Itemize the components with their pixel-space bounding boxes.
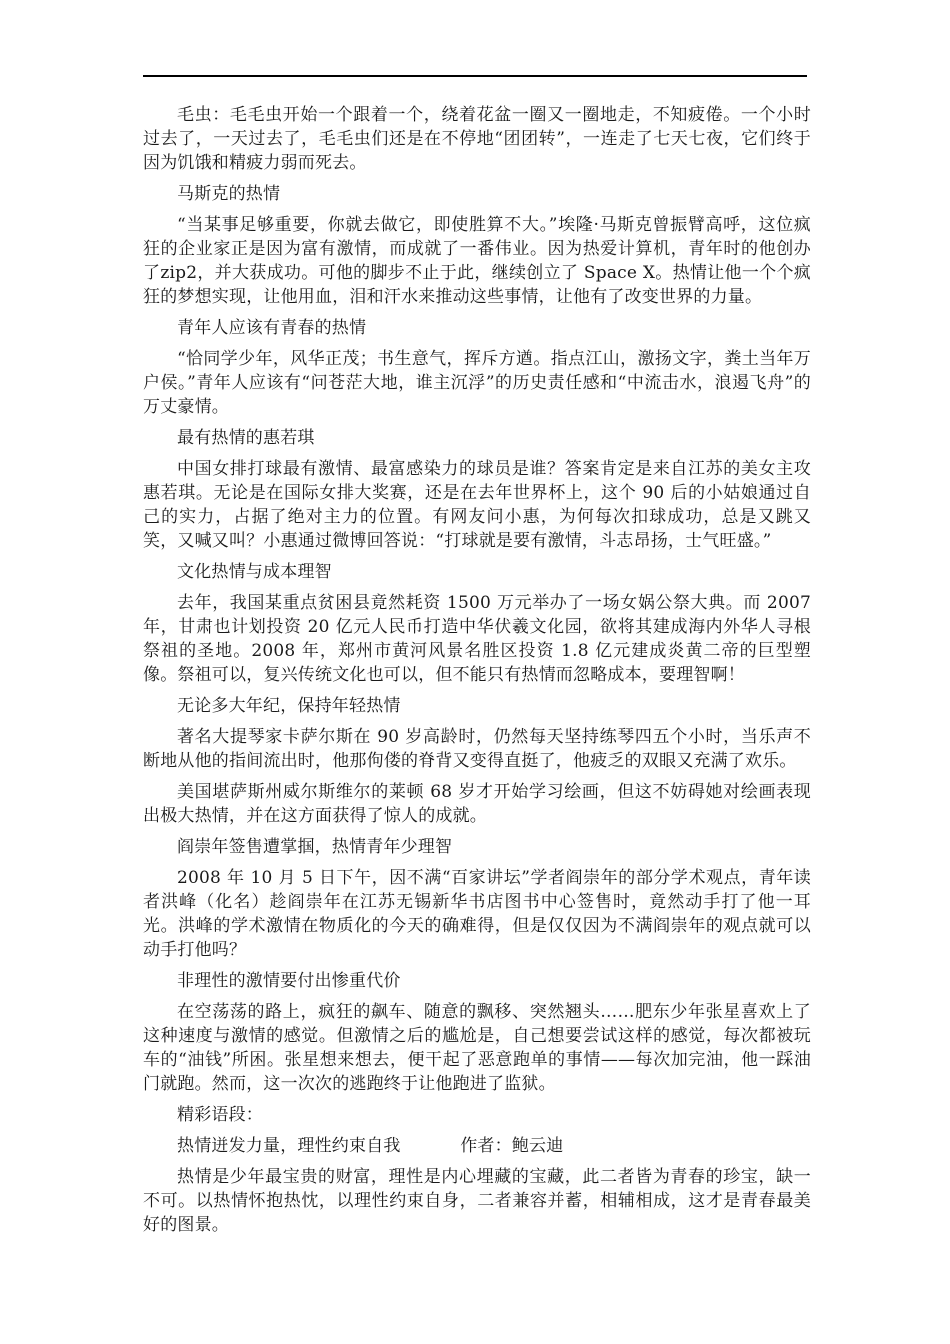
paragraph-hui-ruoqi: 中国女排打球最有激情、最富感染力的球员是谁？答案肯定是来自江苏的美女主攻惠若琪。无论是在国际女排大奖赛，还是在去年世界杯上，这个 90 后的小姑娘通过自己的实力，占据了绝对主力的位置。有网友问小惠，为何每次扣球成功，总是又跳又笑，又喊又叫？小惠通过微博回答说：“打球就是要有激情，斗志昂扬，士气旺盛。” [143,459,811,551]
paragraph-youth-passion: “恰同学少年，风华正茂；书生意气，挥斥方遒。指点江山，激扬文字，粪土当年万户侯。”青年人应该有“问苍茫大地，谁主沉浮”的历史责任感和“中流击水，浪遏飞舟”的万丈豪情。 [143,349,811,417]
heading-yan-chongnian: 阎崇年签售遭掌掴，热情青年少理智 [177,837,453,857]
paragraph-zhang-xing: 在空荡荡的路上，疯狂的飙车、随意的飘移、突然翘头……肥东少年张星喜欢上了这种速度与激情的感觉。但激情之后的尴尬是，自己想要尝试这样的感觉，每次都被玩车的“油钱”所困。张星想来想去，便干起了恶意跑单的事情——每次加完油，他一踩油门就跑。然而，这一次次的逃跑终于让他跑进了监狱。 [143,1002,811,1094]
heading-irrational-passion: 非理性的激情要付出惨重代价 [177,971,401,991]
paragraph-excerpt-body: 热情是少年最宝贵的财富，理性是内心埋藏的宝藏，此二者皆为青春的珍宝，缺一不可。以热情怀抱热忱，以理性约束自身，二者兼容并蓄，相辅相成，这才是青春最美好的图景。 [143,1167,811,1235]
document-body [143,103,811,1244]
paragraph-wellsville-painter: 美国堪萨斯州威尔斯维尔的莱顿 68 岁才开始学习绘画，但这不妨碍她对绘画表现出极大热情，并在这方面获得了惊人的成就。 [143,782,811,826]
excerpt-title: 热情迸发力量，理性约束自我 [177,1136,401,1156]
excerpt-author: 作者：鲍云迪 [460,1136,564,1156]
heading-hui-ruoqi: 最有热情的惠若琪 [177,428,315,448]
paragraph-musk-passion: “当某事足够重要，你就去做它，即使胜算不大。”埃隆·马斯克曾振臂高呼，这位疯狂的企业家正是因为富有激情，而成就了一番伟业。因为热爱计算机，青年时的他创办了zip2，并大获成功。可他的脚步不止于此，继续创立了 Space X。热情让他一个个疯狂的梦想实现，让他用血，泪和汗水来推动这些事情，让他有了改变世界的力量。 [143,215,811,307]
heading-youth-passion: 青年人应该有青春的热情 [177,318,367,338]
heading-stay-young-passion: 无论多大年纪，保持年轻热情 [177,696,401,716]
header-horizontal-rule [143,75,807,77]
paragraph-casals: 著名大提琴家卡萨尔斯在 90 岁高龄时，仍然每天坚持练琴四五个小时，当乐声不断地从他的指间流出时，他那佝偻的脊背又变得直挺了，他疲乏的双眼又充满了欢乐。 [143,727,811,771]
paragraph-caterpillar: 毛虫：毛毛虫开始一个跟着一个，绕着花盆一圈又一圈地走，不知疲倦。一个小时过去了，一天过去了，毛毛虫们还是在不停地“团团转”，一连走了七天七夜，它们终于因为饥饿和精疲力弱而死去。 [143,105,811,173]
heading-musk-passion: 马斯克的热情 [177,184,281,204]
paragraph-yan-chongnian: 2008 年 10 月 5 日下午，因不满“百家讲坛”学者阎崇年的部分学术观点，青年读者洪峰（化名）趁阎崇年在江苏无锡新华书店图书中心签售时，竟然动手打了他一耳光。洪峰的学术激情在物质化的今天的确难得，但是仅仅因为不满阎崇年的观点就可以动手打他吗？ [143,868,811,960]
paragraph-culture-cost: 去年，我国某重点贫困县竟然耗资 1500 万元举办了一场女娲公祭大典。而 2007 年，甘肃也计划投资 20 亿元人民币打造中华伏羲文化园，欲将其建成海内外华人寻根祭祖的圣地。2008 年，郑州市黄河风景名胜区投资 1.8 亿元建成炎黄二帝的巨型塑像。祭祖可以，复兴传统文化也可以，但不能只有热情而忽略成本，要理智啊！ [143,593,811,685]
excerpt-title-line [143,1134,811,1158]
heading-culture-cost: 文化热情与成本理智 [177,562,332,582]
heading-excerpt-section: 精彩语段： [177,1105,263,1125]
